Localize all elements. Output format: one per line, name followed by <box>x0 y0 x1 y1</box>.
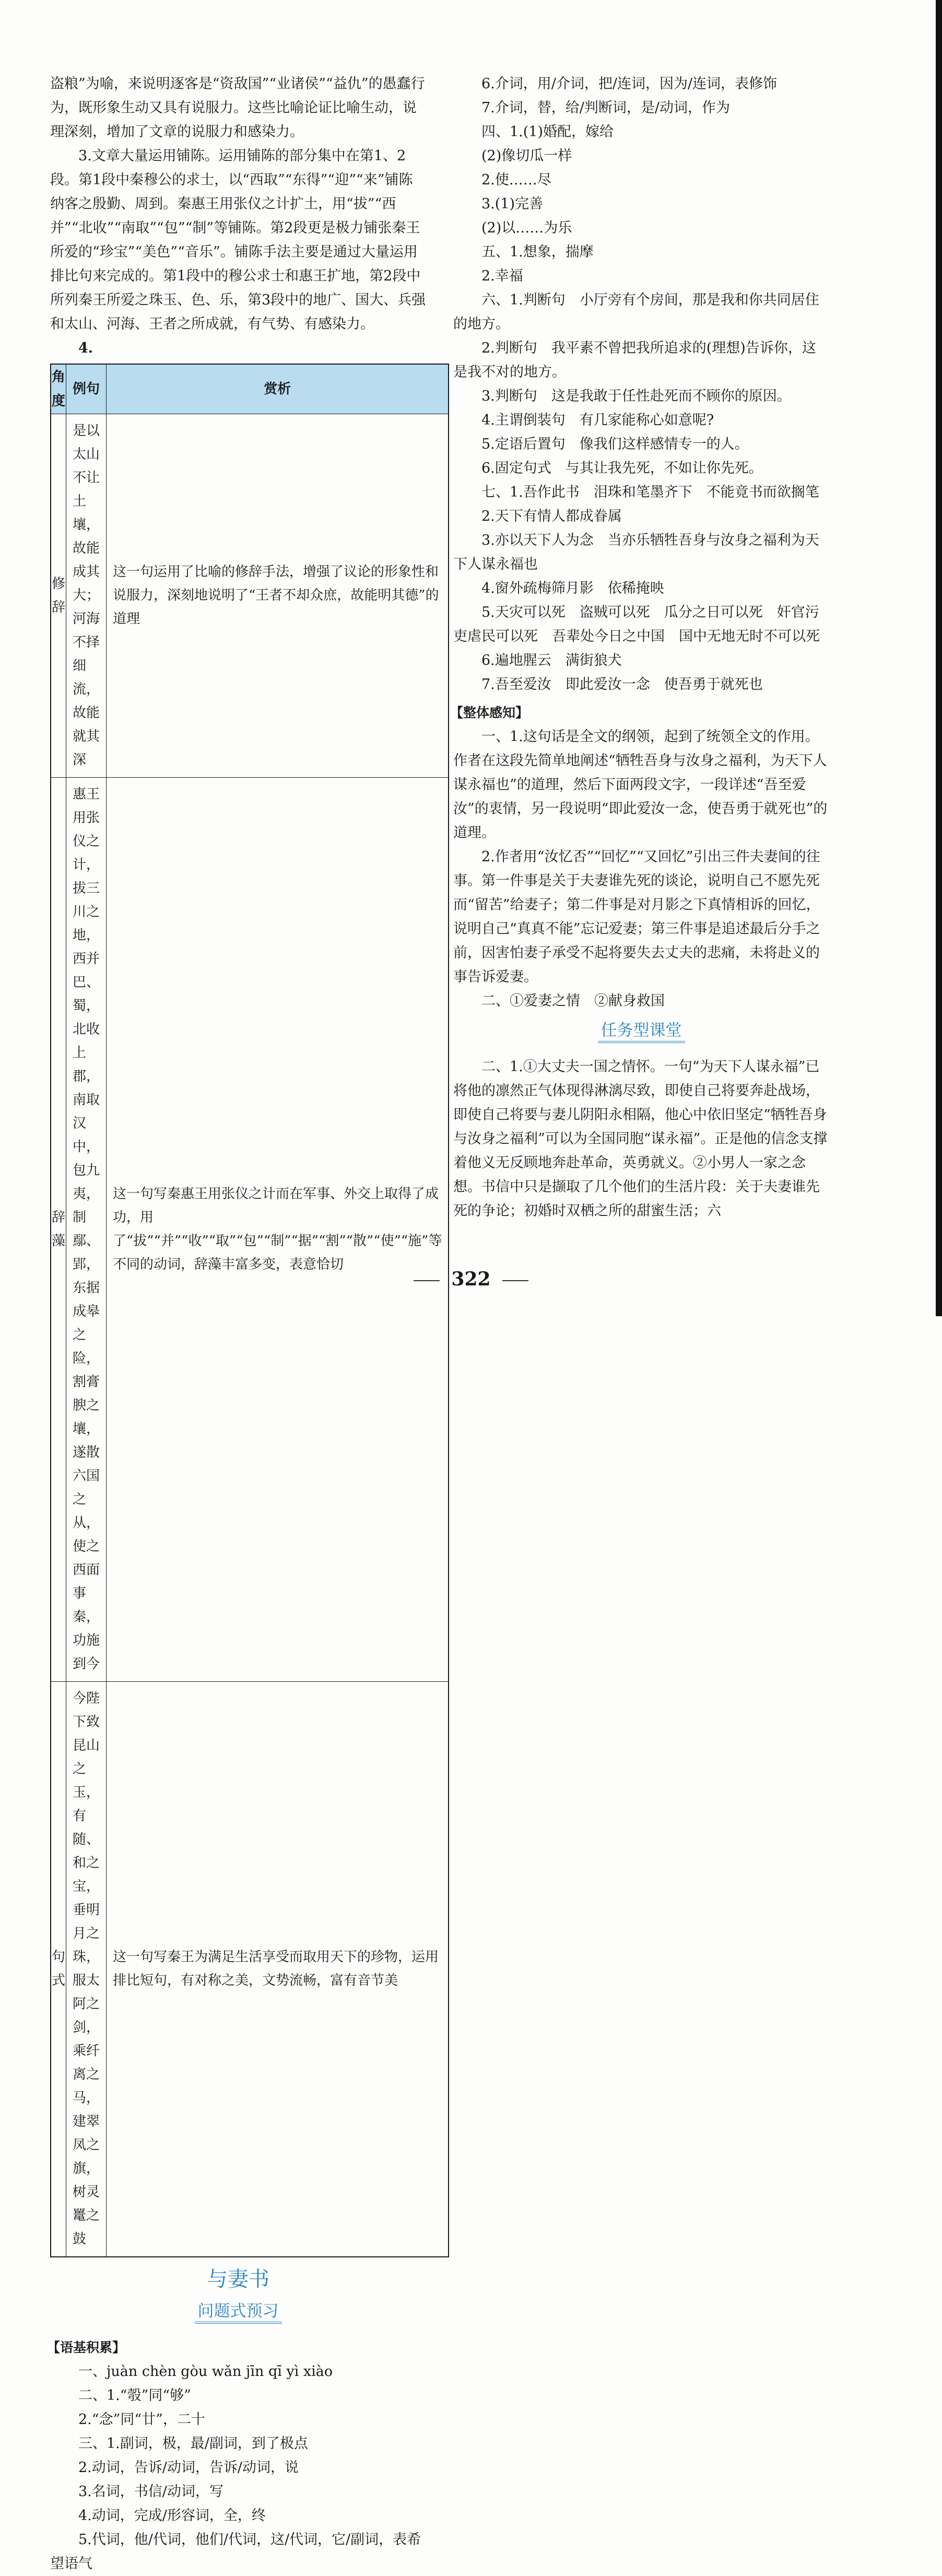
preview-heading <box>50 2299 426 2324</box>
overview-para-1: 一、1.这句话是全文的纲领，起到了统领全文的作用。作者在这段先简单地阐述“牺牲吾身与汝身之福利，为天下人谋永福也”的道理，然后下面两段文字，一段详述“吾至爱汝”的衷情，另一段说明“即此爱汝一念，使吾勇于就死也”的道理。 <box>453 729 828 841</box>
left-para-3: 3.文章大量运用铺陈。运用铺陈的部分集中在第1、2段。第1段中秦穆公的求士，以“西取”“东得”“迎”“来”铺陈纳客之殷勤、周到。秦惠王用张仪之计扩土，用“拔”“西并”“北收”“南取”“包”“制”等铺陈。第2段更是极力铺张秦王所爱的“珍宝”“美色”“音乐”。铺陈手法主要是通过大量运用排比句来完成的。第1段中的穆公求士和惠王扩地，第2段中所列秦王所爱之珠玉、色、乐，第3段中的地广、国大、兵强和太山、河海、王者之所成就，有气势、有感染力。 <box>50 148 426 332</box>
page-number-text: 322 <box>451 1268 491 1290</box>
page-number <box>0 1268 942 1290</box>
cell-angle: 辞藻 <box>51 778 66 1682</box>
list-item: (2)像切瓜一样 <box>481 148 572 164</box>
list-item: 一、juàn chèn gòu wǎn jīn qī yì xiào <box>78 2363 333 2380</box>
header-example: 例句 <box>66 364 107 414</box>
header-analysis: 赏析 <box>107 364 449 414</box>
section-tag-basics: 【语基积累】 <box>47 2340 126 2355</box>
lesson-title: 与妻书 <box>207 2267 269 2291</box>
cell-example: 今陛下致昆山之玉，有随、和之宝，垂明月之珠，服太阿之剑，乘纤离之马，建翠凤之旗，树灵鼍之鼓 <box>66 1682 107 2257</box>
binding-edge <box>936 0 942 1316</box>
section-tag-overview: 【整体感知】 <box>450 705 529 720</box>
list-item: 2.使……尽 <box>481 172 551 188</box>
table-row <box>51 778 449 1682</box>
cell-angle: 句式 <box>51 1682 66 2257</box>
list-item: 6.遍地腥云 满街狼犬 <box>481 652 622 669</box>
overview-para-3: 二、①爱妻之情 ②献身救国 <box>481 993 665 1009</box>
list-item: 4.动词，完成/形容词，全，终 <box>78 2508 266 2524</box>
cell-analysis: 这一句运用了比喻的修辞手法，增强了议论的形象性和说服力，深刻地说明了“王者不却众庶，故能明其德”的道理 <box>107 414 449 778</box>
cell-angle: 修辞 <box>51 414 66 778</box>
list-item: 2.幸福 <box>481 268 523 284</box>
list-item: 3.名词，书信/动词，写 <box>78 2484 223 2500</box>
question-4-label: 4. <box>78 340 93 356</box>
list-item: 2.判断句 我平素不曾把我所追求的(理想)告诉你，这是我不对的地方。 <box>453 340 816 380</box>
list-item: 2.天下有情人都成眷属 <box>481 508 622 524</box>
list-item: 二、1.“彀”同“够” <box>78 2387 191 2404</box>
list-item: 6.固定句式 与其让我先死，不如让你先死。 <box>481 460 763 476</box>
list-item: 4.主谓倒装句 有几家能称心如意呢? <box>481 412 714 428</box>
list-item: 5.天灾可以死 盗贼可以死 瓜分之日可以死 奸官污吏虐民可以死 吾辈处今日之中国 国中无地无时不可以死 <box>453 604 820 645</box>
page-number-dash-left <box>414 1280 440 1281</box>
overview-para-2: 2.作者用“汝忆否”“回忆”“又回忆”引出三件夫妻间的往事。第一件事是关于夫妻谁先死的谈论，说明自己不愿先死而“留苦”给妻子；第二件事是对月影之下真情相诉的回忆，说明自己“真真不能”忘记爱妻；第三件事是追述最后分手之前，因害怕妻子承受不起将要失去丈夫的悲痛，未将赴义的事告诉爱妻。 <box>453 849 820 985</box>
list-item: 四、1.(1)婚配，嫁给 <box>481 124 614 140</box>
list-item: 3.(1)完善 <box>481 196 544 212</box>
cell-analysis: 这一句写秦惠王用张仪之计而在军事、外交上取得了成功，用了“拔”“并”“收”“取”“包”“制”“据”“割”“散”“使”“施”等不同的动词，辞藻丰富多变，表意恰切 <box>107 778 449 1682</box>
table-row <box>51 414 449 778</box>
cell-example: 惠王用张仪之计，拔三川之地，西并巴、蜀，北收上郡，南取汉中，包九夷，制鄢、郢，东据成皋之险，割膏腴之壤，遂散六国之从，使之西面事秦，功施到今 <box>66 778 107 1682</box>
list-item: 五、1.想象，揣摩 <box>481 244 594 260</box>
list-item: 3.判断句 这是我敢于任性赴死而不顾你的原因。 <box>481 388 791 404</box>
list-item: 七、1.吾作此书 泪珠和笔墨齐下 不能竟书而欲搁笔 <box>481 484 819 500</box>
list-item: 六、1.判断句 小厅旁有个房间，那是我和你共同居住的地方。 <box>453 292 819 332</box>
left-para-1: 盗粮”为喻，来说明逐客是“资敌国”“业诸侯”“益仇”的愚蠢行为，既形象生动又具有说服力。这些比喻论证比喻生动，说理深刻，增加了文章的说服力和感染力。 <box>50 76 425 140</box>
task-heading <box>453 1018 829 1044</box>
list-item: 7.介词，替，给/判断词，是/动词，作为 <box>481 100 730 116</box>
right-column <box>450 72 829 1223</box>
cell-example: 是以太山不让土壤，故能成其大；河海不择细流，故能就其深 <box>66 414 107 778</box>
list-item: 2.“念”同“廿”，二十 <box>78 2411 205 2428</box>
task-para: 二、1.①大丈夫一国之情怀。一句“为天下人谋永福”已将他的凛然正气体现得淋漓尽致，即使自己将要奔赴战场，即使自己将要与妻儿阴阳永相隔，他心中依旧坚定“牺牲吾身与汝身之福利”可以为全国同胞“谋永福”。正是他的信念支撑着他义无反顾地奔赴革命，英勇就义。②小男人一家之念想。书信中只是撷取了几个他们的生活片段：关于夫妻谁先死的争论；初婚时双栖之所的甜蜜生活；六 <box>453 1059 828 1219</box>
list-item: (2)以……为乐 <box>481 220 572 236</box>
page-number-dash-right <box>502 1280 528 1281</box>
table-row <box>51 1682 449 2257</box>
list-item: 5.代词，他/代词，他们/代词，这/代词，它/副词，表希望语气 <box>50 2532 421 2572</box>
list-item: 4.窗外疏梅筛月影 依稀掩映 <box>481 580 664 596</box>
left-column <box>47 72 442 2576</box>
list-item: 7.吾至爱汝 即此爱汝一念 使吾勇于就死也 <box>481 676 763 693</box>
list-item: 2.动词，告诉/动词，告诉/动词，说 <box>78 2460 299 2476</box>
preview-heading-text: 问题式预习 <box>195 2302 282 2324</box>
list-item: 5.定语后置句 像我们这样感情专一的人。 <box>481 436 749 452</box>
analysis-table <box>50 364 449 2257</box>
task-heading-text: 任务型课堂 <box>598 1021 685 1043</box>
list-item: 6.介词，用/介词，把/连词，因为/连词，表修饰 <box>481 76 778 92</box>
table-header-row <box>51 364 449 414</box>
header-angle: 角度 <box>51 364 66 414</box>
list-item: 三、1.副词，极，最/副词，到了极点 <box>78 2436 308 2452</box>
cell-analysis: 这一句写秦王为满足生活享受而取用天下的珍物，运用排比短句，有对称之美，文势流畅，富有音节美 <box>107 1682 449 2257</box>
list-item: 3.亦以天下人为念 当亦乐牺牲吾身与汝身之福利为天下人谋永福也 <box>453 532 819 572</box>
